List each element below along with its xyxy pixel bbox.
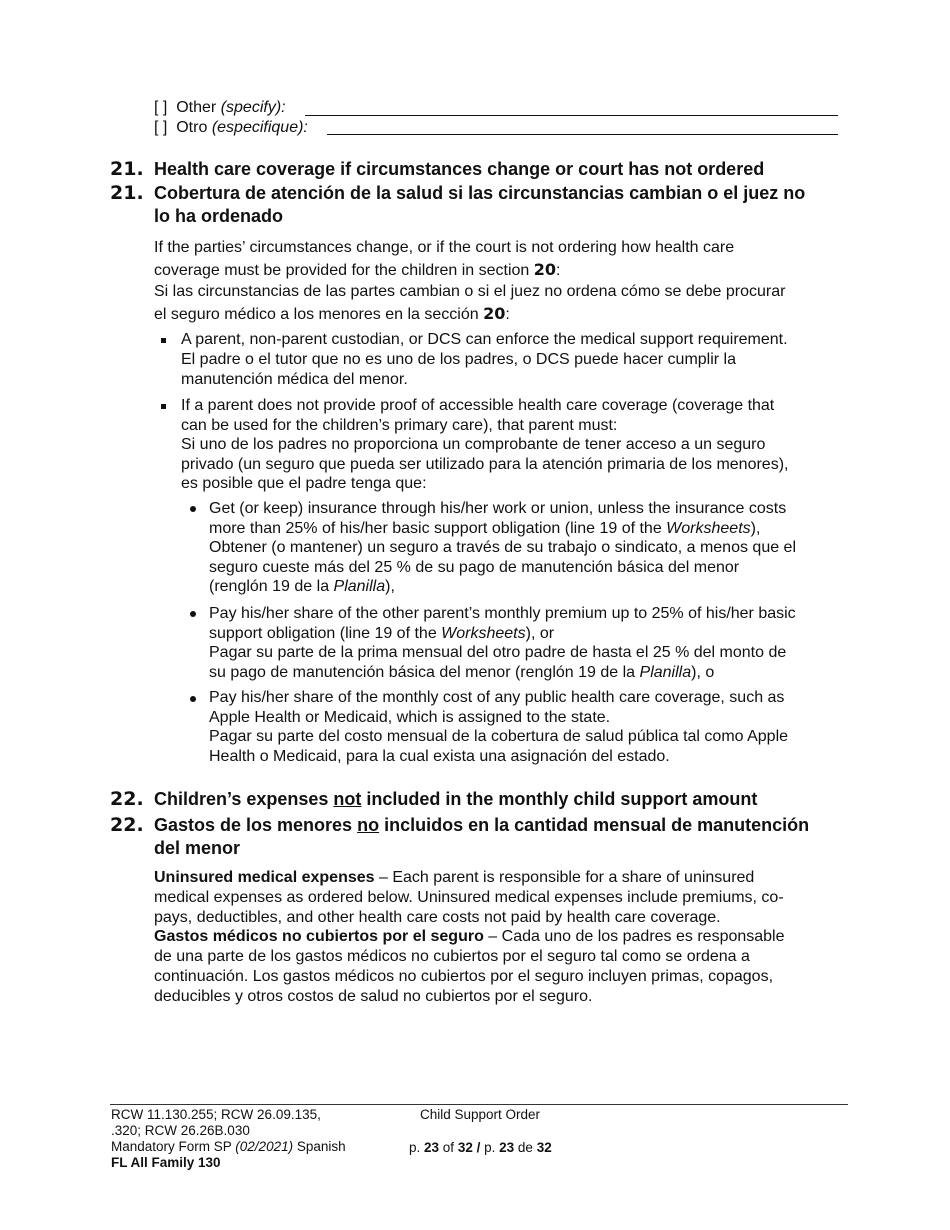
sub-bullet-2-line: su pago de manutención básica del menor (renglón 19 de la	[209, 663, 640, 681]
bullet-1-line: manutención médica del menor.	[181, 371, 408, 388]
sub-bullet-3-line: Pagar su parte del costo mensual de la cobertura de salud pública tal como Apple	[209, 728, 789, 745]
other-es-specify-line[interactable]	[327, 134, 838, 135]
sub-bullet-3-line: Apple Health or Medicaid, which is assigned to the state.	[209, 708, 611, 726]
page-total: 32	[457, 1140, 473, 1155]
other-es-hint: (especifique):	[211, 119, 308, 136]
sub-bullet-1-line: Obtener (o mantener) un seguro a través de su trabajo o sindicato, a menos que el	[209, 539, 797, 556]
other-es-label: Otro	[176, 119, 208, 136]
not-underlined: not	[333, 789, 362, 809]
punct: ), or	[525, 624, 555, 642]
section-21-title-es-line1: Cobertura de atención de la salud si las circunstancias cambian o el juez no	[154, 183, 806, 203]
worksheets-ref: Worksheets	[666, 519, 751, 537]
bullet-2-line: es posible que el padre tenga que:	[181, 475, 427, 492]
punct: ),	[385, 578, 395, 595]
other-es-checkbox[interactable]: [ ]	[154, 119, 168, 136]
bullet-2-line: If a parent does not provide proof of accessible health care coverage (coverage that	[181, 397, 775, 414]
page-text: p.	[484, 1140, 500, 1155]
other-en-specify-line[interactable]	[305, 115, 838, 116]
intro-es-line2: el seguro médico a los menores en la sección	[154, 305, 479, 323]
sub-bullet-3-line: Health o Medicaid, para la cual exista una asignación del estado.	[209, 747, 670, 765]
doc-title: Child Support Order	[420, 1107, 541, 1122]
section-20-ref-es: 20	[483, 303, 506, 323]
section-21-number-es: 21.	[110, 182, 144, 204]
footer-left	[111, 1107, 346, 1171]
form-id: FL All Family 130	[111, 1155, 221, 1170]
sub-bullet-1-line: Get (or keep) insurance through his/her work or union, unless the insurance costs	[209, 500, 787, 517]
intro-es-line1: Si las circunstancias de las partes cambian o si el juez no ordena cómo se debe procurar	[154, 283, 786, 300]
page-text: of	[439, 1140, 458, 1155]
footer-divider	[110, 1104, 848, 1105]
page-number	[409, 1140, 552, 1156]
section-22-body	[154, 868, 785, 1007]
section-21-intro	[154, 237, 785, 325]
body-line: continuación. Los gastos médicos no cubiertos por el seguro incluyen primas, copagos,	[154, 967, 774, 985]
sub-bullet-3-line: Pay his/her share of the monthly cost of any public health care coverage, such as	[209, 689, 785, 706]
body-line: pays, deductibles, and other health care costs not paid by health care coverage.	[154, 908, 721, 926]
square-bullet-icon	[161, 338, 166, 343]
statutes-line: RCW 11.130.255; RCW 26.09.135,	[111, 1107, 321, 1122]
form-language: Spanish	[293, 1139, 346, 1154]
punct: ),	[750, 519, 761, 537]
square-bullet-icon	[161, 404, 166, 409]
body-line: – Each parent is responsible for a share of uninsured	[374, 869, 755, 886]
worksheets-ref: Worksheets	[441, 624, 526, 642]
round-bullet-icon	[190, 611, 196, 617]
title-part: del menor	[154, 838, 241, 858]
colon: :	[505, 305, 510, 323]
no-underlined: no	[357, 815, 380, 835]
colon: :	[556, 261, 561, 279]
bullet-1-line: A parent, non-parent custodian, or DCS can enforce the medical support requirement.	[181, 331, 788, 348]
page-current: 23	[499, 1140, 515, 1155]
sub-bullet-2	[209, 604, 796, 682]
page-separator: /	[472, 1140, 485, 1155]
body-line: medical expenses as ordered below. Uninsured medical expenses include premiums, co-	[154, 888, 784, 906]
body-line: – Cada uno de los padres es responsable	[483, 928, 785, 946]
round-bullet-icon	[190, 506, 196, 512]
title-part: Children’s expenses	[154, 789, 334, 809]
section-20-ref-en: 20	[533, 259, 557, 279]
body-line: deducibles y otros costos de salud no cubiertos por el seguro.	[154, 987, 593, 1005]
round-bullet-icon	[190, 696, 196, 702]
sub-bullet-1	[209, 499, 796, 597]
other-en-hint: (specify):	[220, 99, 286, 116]
punct: ), o	[691, 663, 715, 681]
uninsured-expenses-label-es: Gastos médicos no cubiertos por el seguro	[154, 928, 484, 946]
bullet-2-line: can be used for the children’s primary care), that parent must:	[181, 416, 618, 434]
section-22-title-en	[154, 788, 757, 811]
sub-bullet-1-line: more than 25% of his/her basic support obligation (line 19 of the	[209, 519, 667, 537]
planilla-ref: Planilla	[333, 578, 386, 595]
uninsured-expenses-label-en: Uninsured medical expenses	[154, 869, 375, 886]
section-21-title-es	[154, 182, 805, 228]
page-text: de	[514, 1140, 537, 1155]
title-part: included in the monthly child support amount	[361, 789, 758, 809]
bullet-2-line: privado (un seguro que pueda ser utilizado para la atención primaria de los menores),	[181, 455, 789, 473]
other-specify-row-es	[154, 118, 308, 138]
sub-bullet-1-line: (renglón 19 de la	[209, 578, 334, 595]
title-part: Gastos de los menores	[154, 815, 358, 835]
other-en-label: Other	[176, 99, 217, 116]
intro-en-line2: coverage must be provided for the children in section	[154, 261, 530, 279]
sub-bullet-3	[209, 688, 788, 766]
section-22-number-en: 22.	[110, 788, 144, 810]
bullet-1	[181, 330, 788, 390]
section-21-title-es-line2: lo ha ordenado	[154, 206, 284, 226]
page-text: p.	[409, 1140, 425, 1155]
page-total: 32	[536, 1140, 552, 1155]
bullet-1-line: El padre o el tutor que no es uno de los padres, o DCS puede hacer cumplir la	[181, 351, 736, 368]
section-21-title-en: Health care coverage if circumstances change or court has not ordered	[154, 159, 765, 179]
title-part: incluidos en la cantidad mensual de manutención	[379, 815, 810, 835]
sub-bullet-2-line: support obligation (line 19 of the	[209, 624, 442, 642]
form-date: (02/2021)	[235, 1139, 294, 1154]
intro-en-line1: If the parties’ circumstances change, or if the court is not ordering how health care	[154, 239, 735, 256]
bullet-2-line: Si uno de los padres no proporciona un comprobante de tener acceso a un seguro	[181, 436, 766, 453]
planilla-ref: Planilla	[639, 663, 692, 681]
other-specify-row-en	[154, 98, 286, 118]
sub-bullet-1-line: seguro cueste más del 25 % de su pago de manutención básica del menor	[209, 558, 740, 576]
other-en-checkbox[interactable]: [ ]	[154, 99, 168, 116]
section-22-title-es	[154, 814, 809, 860]
statutes-line: .320; RCW 26.26B.030	[111, 1123, 250, 1138]
page-current: 23	[424, 1140, 440, 1155]
sub-bullet-2-line: Pagar su parte de la prima mensual del otro padre de hasta el 25 % del monto de	[209, 644, 787, 661]
body-line: de una parte de los gastos médicos no cubiertos por el seguro tal como se ordena a	[154, 948, 750, 966]
bullet-2	[181, 396, 788, 494]
sub-bullet-2-line: Pay his/her share of the other parent’s monthly premium up to 25% of his/her basic	[209, 605, 796, 622]
section-22-number-es: 22.	[110, 814, 144, 836]
form-name: Mandatory Form SP	[111, 1139, 236, 1154]
section-21-number-en: 21.	[110, 158, 144, 180]
